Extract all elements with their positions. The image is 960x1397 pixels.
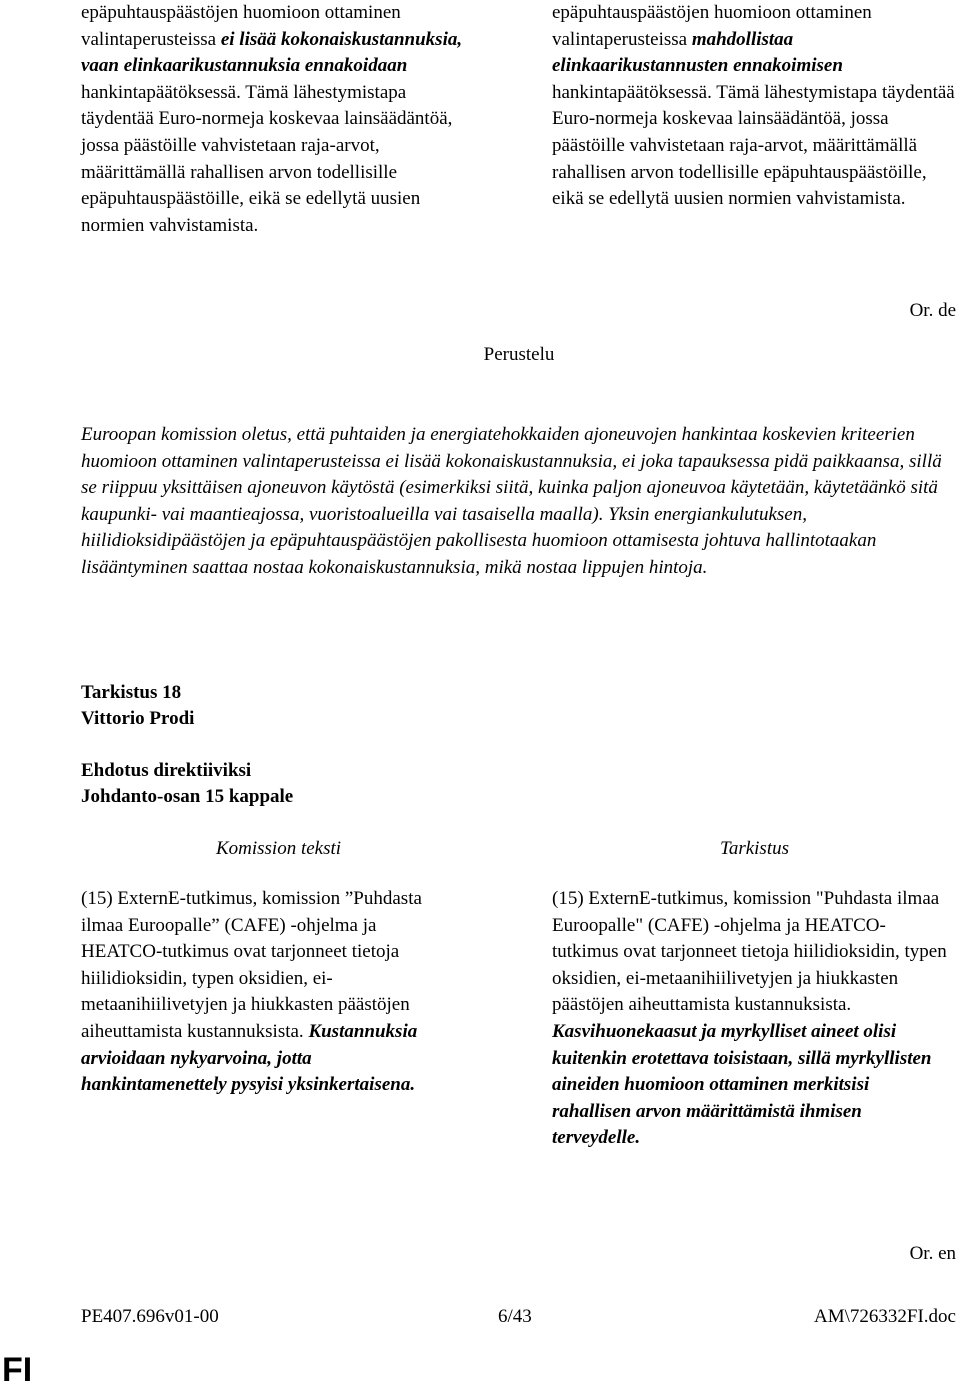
justification-text: Euroopan komission oletus, että puhtaiden ja energiatehokkaiden ajoneuvojen hankintaa koskevien kriteerien huomioon ottaminen valintaperusteissa ei lisää kokonaiskustannuksia, ei joka tapauksessa pidä paikkaansa, sillä se riippuu yksittäisen ajoneuvon käytöstä (esimerkiksi siitä, kuinka paljon ajoneuvoa käytetään, käytetäänkö sitä kaupunki- vai maantieajossa, vuoristoalueilla vai tasaisella maalla). Yksin energiankulutuksen, hiilidioksidipäästöjen ja epäpuhtauspäästöjen pakollisesta huomioon ottamisesta johtuva hallintotaakan lisääntyminen saattaa nostaa kokonaiskustannuksia, mikä nostaa lippujen hintoja. (81, 424, 942, 578)
commission-text-header: Komission teksti (215, 838, 342, 859)
top-left-paragraph (81, 0, 476, 239)
proposal-title: Ehdotus direktiiviksi (81, 760, 252, 781)
amendment-text-paragraph (552, 886, 947, 1152)
commission-text-paragraph (81, 886, 461, 1099)
top-left-text-3: hankintapäätöksessä. Tämä lähestymistapa täydentää Euro-normeja koskevaa lainsäädäntöä, jossa päästöille vahvistetaan raja-arvot, määrittämällä rahallisen arvon todellisille epäpuhtauspäästöille, eikä se edellytä uusien normien vahvistamista. (81, 81, 453, 236)
top-right-text-1: epäpuhtauspäästöjen huomioon ottaminen valintaperusteissa (552, 2, 872, 50)
footer-page-number: 6/43 (498, 1306, 532, 1327)
top-right-paragraph (552, 0, 957, 213)
justification-heading: Perustelu (483, 344, 555, 365)
top-left-text-1: epäpuhtauspäästöjen huomioon ottaminen valintaperusteissa (81, 2, 401, 50)
footer-file-name: AM\726332FI.doc (814, 1306, 956, 1327)
original-language-de: Or. de (909, 300, 956, 321)
footer-language-code: FI (2, 1351, 33, 1389)
commission-text-emphasis: Kustannuksia arvioidaan nykyarvoina, jotta hankintamenettely pysyisi yksinkertaisena. (81, 1020, 418, 1096)
top-left-text-emphasis: ei lisää kokonaiskustannuksia, vaan elinkaarikustannuksia ennakoidaan (81, 28, 463, 77)
amendment-text-emphasis: Kasvihuonekaasut ja myrkylliset aineet olisi kuitenkin erotettava toisistaan, sillä myrkyllisten aineiden huomioon ottaminen merkitsisi rahallisen arvon määrittämistä ihmisen terveydelle. (552, 1020, 932, 1149)
top-right-text-emphasis: mahdollistaa elinkaarikustannusten ennakoimisen (552, 28, 843, 77)
original-language-en: Or. en (909, 1243, 956, 1264)
commission-text-body: (15) ExternE-tutkimus, komission ”Puhdasta ilmaa Euroopalle” (CAFE) -ohjelma ja HEATCO-tutkimus ovat tarjonneet tietoja hiilidioksidin, typen oksidien, ei-metaanihiilivetyjen ja hiukkasten päästöjen aiheuttamista kustannuksista. (81, 888, 422, 1042)
amendment-text-header: Tarkistus (720, 838, 789, 859)
amendment-author: Vittorio Prodi (81, 708, 195, 729)
recital-reference: Johdanto-osan 15 kappale (81, 786, 294, 807)
amendment-number: Tarkistus 18 (81, 682, 182, 703)
footer-doc-ref: PE407.696v01-00 (81, 1306, 219, 1327)
amendment-text-body: (15) ExternE-tutkimus, komission "Puhdasta ilmaa Euroopalle" (CAFE) -ohjelma ja HEATCO-tutkimus ovat tarjonneet tietoja hiilidioksidin, typen oksidien, ei-metaanihiilivetyjen ja hiukkasten päästöjen aiheuttamista kustannuksista. (552, 888, 947, 1016)
top-right-text-3: hankintapäätöksessä. Tämä lähestymistapa täydentää Euro-normeja koskevaa lainsäädäntöä, jossa päästöille vahvistetaan raja-arvot, määrittämällä rahallisen arvon todellisille epäpuhtauspäästöille, eikä se edellytä uusien normien vahvistamista. (552, 81, 955, 210)
